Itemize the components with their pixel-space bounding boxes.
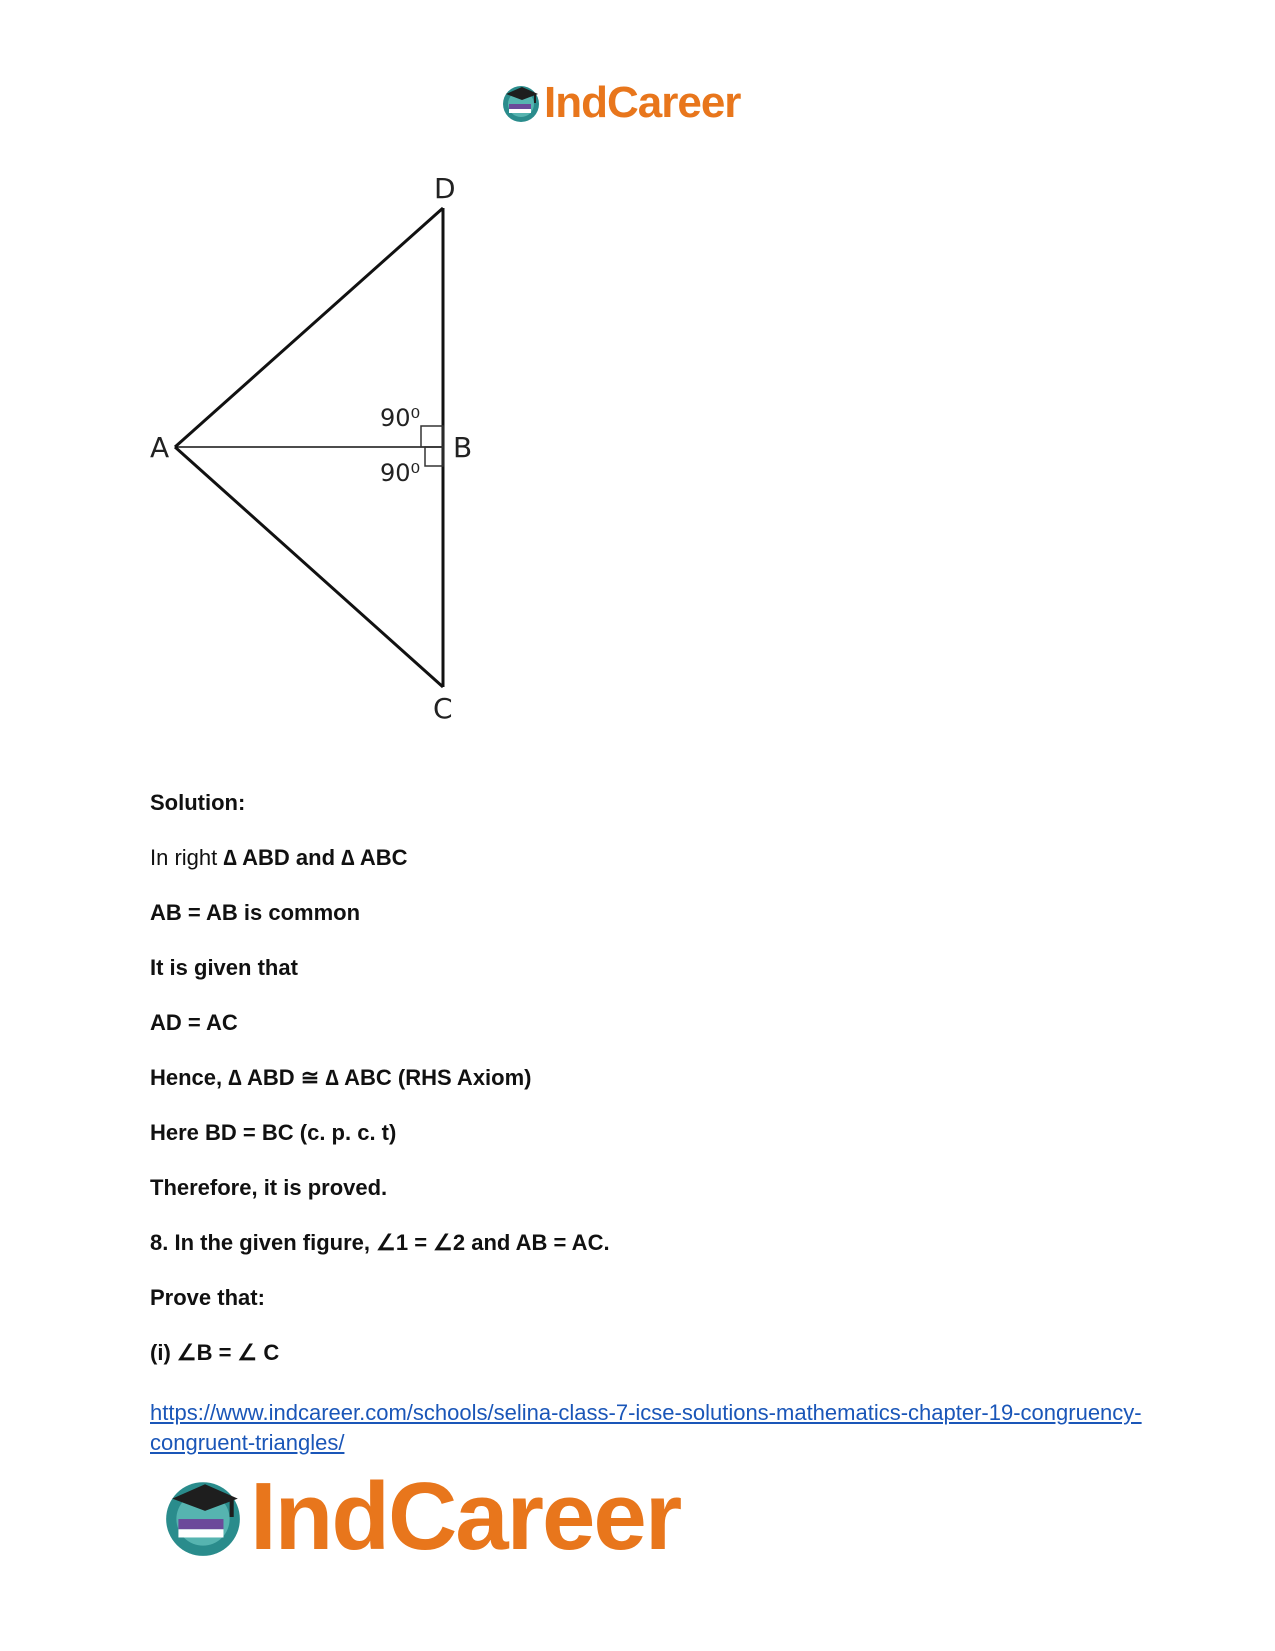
- solution-line-7: Therefore, it is proved.: [150, 1175, 388, 1200]
- solution-line-4: AD = AC: [150, 1010, 238, 1035]
- source-link[interactable]: https://www.indcareer.com/schools/selina-class-7-icse-solutions-mathematics-chapter-19-congruency-congruent-triangles/: [150, 1400, 1142, 1455]
- solution-line-1-bold: ∆ ABD and ∆ ABC: [223, 845, 408, 870]
- triangle-figure: [140, 170, 500, 730]
- solution-line-3: It is given that: [150, 955, 298, 980]
- graduation-cap-globe-icon: [160, 1474, 246, 1560]
- question-8: 8. In the given figure, ∠1 = ∠2 and AB = AC.: [150, 1230, 610, 1255]
- header-logo: [500, 78, 740, 128]
- angle-label-bottom: 90⁰: [380, 459, 421, 487]
- brand-name-footer: IndCareer: [250, 1463, 681, 1570]
- solution-line-1-plain: In right: [150, 845, 224, 870]
- solution-content: [150, 790, 1150, 1395]
- angle-label-top: 90⁰: [380, 404, 421, 432]
- right-angle-marker-top: [421, 426, 443, 447]
- vertex-label-d: D: [434, 172, 456, 205]
- footer-logo: [160, 1462, 680, 1572]
- solution-line-6: Here BD = BC (c. p. c. t): [150, 1120, 397, 1145]
- solution-heading: Solution:: [150, 790, 246, 815]
- vertex-label-c: C: [433, 692, 453, 725]
- prove-that-label: Prove that:: [150, 1285, 265, 1310]
- question-8-part-i: (i) ∠B = ∠ C: [150, 1340, 280, 1365]
- solution-line-1: [150, 845, 1150, 871]
- solution-line-2: AB = AB is common: [150, 900, 361, 925]
- solution-line-5: Hence, ∆ ABD ≅ ∆ ABC (RHS Axiom): [150, 1065, 532, 1090]
- graduation-cap-globe-icon: [500, 82, 542, 124]
- right-angle-marker-bottom: [425, 447, 443, 466]
- brand-name: IndCareer: [544, 78, 741, 127]
- vertex-label-a: A: [150, 431, 170, 464]
- vertex-label-b: B: [453, 431, 473, 464]
